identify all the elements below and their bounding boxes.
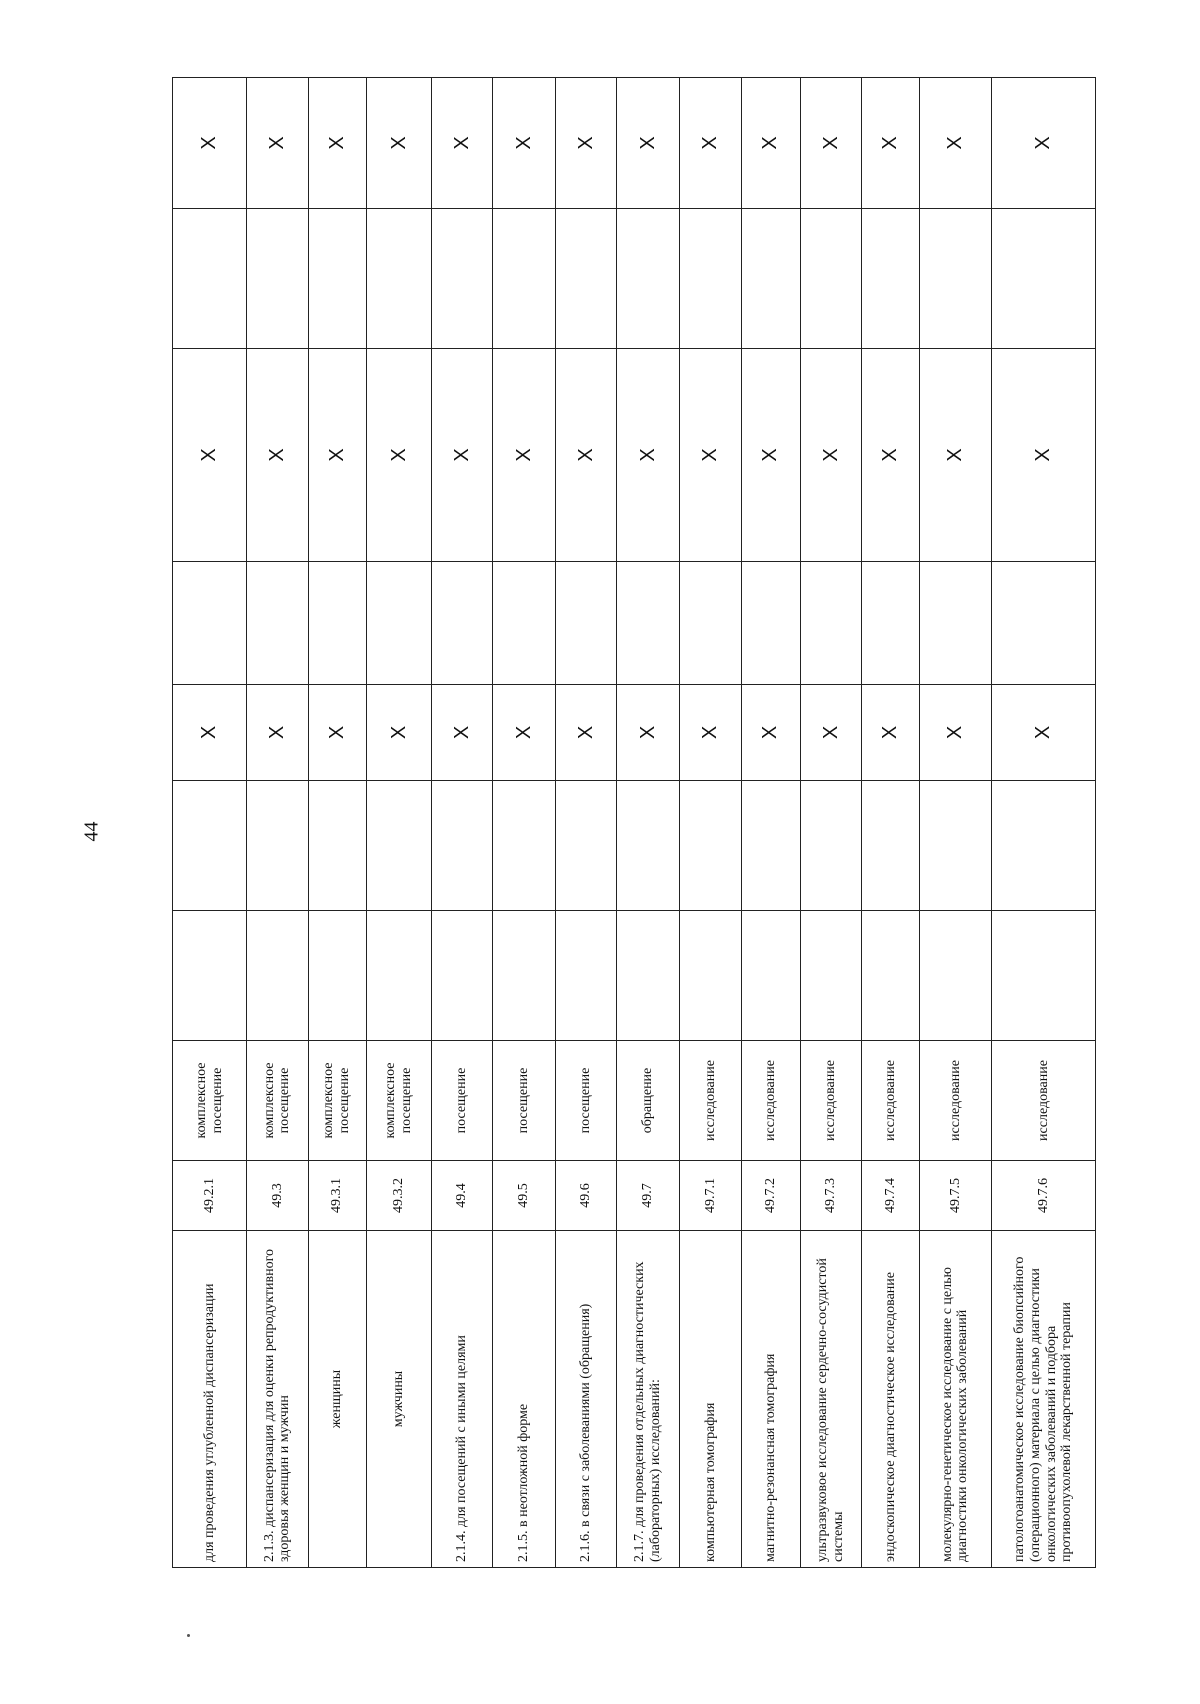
row-code-cell: 49.5 [493, 1161, 555, 1231]
row-value-cell [555, 781, 616, 911]
row-value-cell [308, 209, 366, 349]
row-name-cell: 2.1.4. для посещений с иными целями [432, 1231, 493, 1568]
row-value-cell [992, 209, 1096, 349]
row-value-cell: X [800, 349, 861, 562]
row-value-cell: X [308, 685, 366, 781]
row-unit-cell: комплексное посещение [247, 1041, 308, 1161]
row-unit-cell: комплексное посещение [366, 1041, 432, 1161]
row-name-cell: 2.1.3. диспансеризация для оценки репродуктивного здоровья женщин и мужчин [247, 1231, 308, 1568]
table-row [173, 78, 247, 1568]
row-value-cell: X [493, 349, 555, 562]
row-code-cell: 49.7 [616, 1161, 679, 1231]
row-value-cell: X [680, 78, 741, 209]
row-value-cell [616, 562, 679, 685]
row-value-cell [680, 209, 741, 349]
row-value-cell [555, 562, 616, 685]
table-row [680, 78, 741, 1568]
row-value-cell [366, 781, 432, 911]
row-value-cell: X [247, 685, 308, 781]
row-value-cell: X [680, 349, 741, 562]
row-value-cell [493, 209, 555, 349]
row-value-cell [493, 781, 555, 911]
row-code-cell: 49.7.5 [919, 1161, 991, 1231]
row-value-cell: X [616, 349, 679, 562]
row-name-cell: 2.1.5. в неотложной форме [493, 1231, 555, 1568]
table-row [992, 78, 1096, 1568]
row-name-cell: для проведения углубленной диспансеризации [173, 1231, 247, 1568]
row-name-cell: ультразвуковое исследование сердечно-сосудистой системы [800, 1231, 861, 1568]
row-value-cell [616, 911, 679, 1041]
table-row [555, 78, 616, 1568]
row-value-cell [432, 562, 493, 685]
row-value-cell [432, 209, 493, 349]
row-value-cell: X [992, 78, 1096, 209]
row-value-cell [861, 562, 919, 685]
row-name-cell: магнитно-резонансная томография [741, 1231, 800, 1568]
row-value-cell: X [432, 685, 493, 781]
row-value-cell: X [992, 349, 1096, 562]
row-unit-cell: обращение [616, 1041, 679, 1161]
row-value-cell: X [919, 78, 991, 209]
row-value-cell [366, 209, 432, 349]
row-value-cell: X [616, 78, 679, 209]
row-value-cell [800, 209, 861, 349]
row-unit-cell: комплексное посещение [173, 1041, 247, 1161]
row-value-cell [308, 911, 366, 1041]
row-unit-cell: посещение [432, 1041, 493, 1161]
row-name-cell: молекулярно-генетическое исследование с целью диагностики онкологических заболеваний [919, 1231, 991, 1568]
scan-speck [187, 1634, 190, 1637]
row-name-cell: женщины [308, 1231, 366, 1568]
row-value-cell [992, 781, 1096, 911]
table-row [366, 78, 432, 1568]
row-code-cell: 49.7.2 [741, 1161, 800, 1231]
row-value-cell [800, 562, 861, 685]
row-value-cell [555, 911, 616, 1041]
row-value-cell [680, 781, 741, 911]
row-name-cell: эндоскопическое диагностическое исследование [861, 1231, 919, 1568]
row-value-cell: X [861, 78, 919, 209]
row-value-cell [992, 562, 1096, 685]
row-name-cell: 2.1.6. в связи с заболеваниями (обращения) [555, 1231, 616, 1568]
row-value-cell: X [173, 78, 247, 209]
table-row [308, 78, 366, 1568]
row-value-cell [800, 781, 861, 911]
row-value-cell [366, 911, 432, 1041]
row-value-cell: X [432, 349, 493, 562]
row-value-cell: X [861, 349, 919, 562]
row-value-cell [919, 911, 991, 1041]
row-value-cell [432, 781, 493, 911]
row-unit-cell: посещение [493, 1041, 555, 1161]
row-value-cell [741, 562, 800, 685]
row-value-cell: X [493, 685, 555, 781]
table-row [493, 78, 555, 1568]
row-unit-cell: исследование [861, 1041, 919, 1161]
rotated-table-wrapper [172, 78, 1096, 1568]
row-value-cell [308, 562, 366, 685]
row-value-cell: X [173, 349, 247, 562]
row-value-cell: X [992, 685, 1096, 781]
row-code-cell: 49.3.1 [308, 1161, 366, 1231]
row-value-cell: X [741, 685, 800, 781]
row-value-cell: X [432, 78, 493, 209]
row-value-cell [173, 209, 247, 349]
row-value-cell: X [616, 685, 679, 781]
row-code-cell: 49.7.3 [800, 1161, 861, 1231]
row-name-cell: патологоанатомическое исследование биопсийного (операционного) материала с целью диагностики онкологических заболеваний и подбора противоопухолевой лекарственной терапии [992, 1231, 1096, 1568]
row-value-cell: X [680, 685, 741, 781]
row-value-cell: X [493, 78, 555, 209]
row-value-cell [616, 781, 679, 911]
row-code-cell: 49.6 [555, 1161, 616, 1231]
row-value-cell [173, 911, 247, 1041]
row-value-cell: X [555, 685, 616, 781]
row-value-cell: X [247, 78, 308, 209]
row-value-cell: X [555, 349, 616, 562]
row-value-cell [616, 209, 679, 349]
row-unit-cell: исследование [800, 1041, 861, 1161]
table-row [861, 78, 919, 1568]
row-value-cell [800, 911, 861, 1041]
row-value-cell [680, 911, 741, 1041]
row-code-cell: 49.7.6 [992, 1161, 1096, 1231]
row-value-cell [919, 209, 991, 349]
row-value-cell: X [247, 349, 308, 562]
row-code-cell: 49.7.4 [861, 1161, 919, 1231]
row-value-cell: X [800, 685, 861, 781]
row-value-cell [861, 911, 919, 1041]
row-value-cell [308, 781, 366, 911]
table-row [247, 78, 308, 1568]
page-number: 44 [80, 821, 103, 842]
row-value-cell [247, 209, 308, 349]
row-value-cell [247, 781, 308, 911]
row-value-cell: X [919, 349, 991, 562]
row-value-cell: X [366, 685, 432, 781]
row-value-cell [741, 781, 800, 911]
row-value-cell [432, 911, 493, 1041]
row-value-cell: X [919, 685, 991, 781]
table-row [741, 78, 800, 1568]
row-value-cell: X [308, 78, 366, 209]
row-value-cell: X [861, 685, 919, 781]
table-body [173, 78, 1096, 1568]
table-row [919, 78, 991, 1568]
row-value-cell [861, 209, 919, 349]
row-value-cell [173, 781, 247, 911]
row-value-cell [919, 781, 991, 911]
row-name-cell: 2.1.7. для проведения отдельных диагностических (лабораторных) исследований: [616, 1231, 679, 1568]
row-value-cell [247, 562, 308, 685]
table-row [616, 78, 679, 1568]
data-table [172, 77, 1096, 1568]
row-value-cell [493, 562, 555, 685]
row-value-cell [247, 911, 308, 1041]
row-value-cell [919, 562, 991, 685]
row-unit-cell: посещение [555, 1041, 616, 1161]
row-name-cell: компьютерная томография [680, 1231, 741, 1568]
row-value-cell: X [741, 78, 800, 209]
row-value-cell [741, 911, 800, 1041]
row-code-cell: 49.3 [247, 1161, 308, 1231]
row-value-cell: X [173, 685, 247, 781]
row-value-cell: X [741, 349, 800, 562]
row-name-cell: мужчины [366, 1231, 432, 1568]
row-value-cell [555, 209, 616, 349]
row-value-cell [173, 562, 247, 685]
row-unit-cell: исследование [680, 1041, 741, 1161]
row-value-cell [493, 911, 555, 1041]
row-value-cell: X [308, 349, 366, 562]
row-value-cell [741, 209, 800, 349]
table-row [800, 78, 861, 1568]
table-row [432, 78, 493, 1568]
row-value-cell: X [800, 78, 861, 209]
row-value-cell: X [555, 78, 616, 209]
row-code-cell: 49.4 [432, 1161, 493, 1231]
row-code-cell: 49.2.1 [173, 1161, 247, 1231]
row-code-cell: 49.3.2 [366, 1161, 432, 1231]
row-unit-cell: исследование [741, 1041, 800, 1161]
row-value-cell [992, 911, 1096, 1041]
row-unit-cell: исследование [992, 1041, 1096, 1161]
row-value-cell: X [366, 349, 432, 562]
row-value-cell: X [366, 78, 432, 209]
row-value-cell [680, 562, 741, 685]
row-unit-cell: исследование [919, 1041, 991, 1161]
row-code-cell: 49.7.1 [680, 1161, 741, 1231]
row-value-cell [366, 562, 432, 685]
row-value-cell [861, 781, 919, 911]
row-unit-cell: комплексное посещение [308, 1041, 366, 1161]
